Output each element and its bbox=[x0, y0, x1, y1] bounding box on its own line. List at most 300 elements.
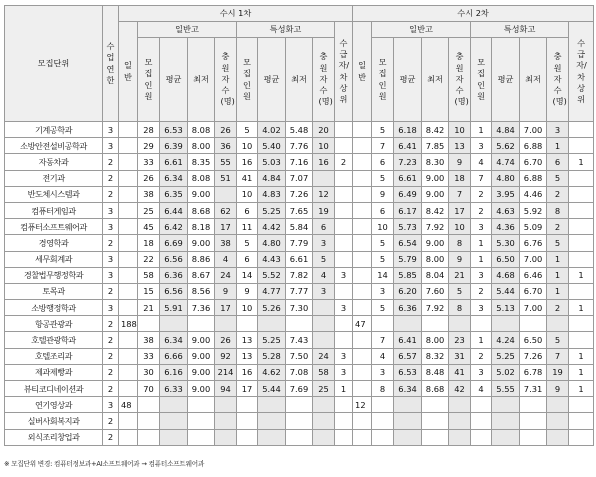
r1-cell bbox=[258, 397, 286, 413]
r2-cell: 5.62 bbox=[492, 138, 520, 154]
r2-cell: 21 bbox=[449, 267, 471, 283]
r1-cell: 14 bbox=[237, 267, 258, 283]
r2-cell bbox=[520, 316, 547, 332]
r2-cell: 5 bbox=[449, 283, 471, 299]
r1-cell: 28 bbox=[138, 122, 160, 138]
r1-cell: 7.30 bbox=[286, 300, 313, 316]
r1-cell: 51 bbox=[215, 170, 237, 186]
r1-cell bbox=[160, 397, 188, 413]
r2-cell: 6.70 bbox=[520, 283, 547, 299]
r2-cell bbox=[520, 413, 547, 429]
footnote: ※ 모집단위 변경: 컴퓨터정보과+AI소프트웨어과 → 컴퓨터소프트웨어과 bbox=[4, 460, 205, 468]
r2-cell: 5.30 bbox=[492, 235, 520, 251]
r1-cell: 6.66 bbox=[160, 348, 188, 364]
r2-cell: 7.60 bbox=[422, 283, 449, 299]
r1-cell: 5.25 bbox=[258, 202, 286, 218]
r1-cell bbox=[119, 364, 138, 380]
r2-cell bbox=[394, 429, 422, 445]
class-years: 3 bbox=[103, 122, 119, 138]
r2-cell bbox=[492, 429, 520, 445]
r1-cell: 25 bbox=[313, 381, 335, 397]
class-years: 2 bbox=[103, 332, 119, 348]
class-years: 2 bbox=[103, 154, 119, 170]
r1-cell bbox=[138, 397, 160, 413]
r2-cell bbox=[422, 397, 449, 413]
r2-cell: 5.85 bbox=[394, 267, 422, 283]
header-r2-s-recruit: 모집인원 bbox=[471, 38, 492, 122]
r2-cell: 6.20 bbox=[394, 283, 422, 299]
r1-cell: 4.80 bbox=[258, 235, 286, 251]
r2-cell: 7.92 bbox=[422, 219, 449, 235]
r2-cell bbox=[569, 429, 594, 445]
r1-cell: 20 bbox=[313, 122, 335, 138]
table-row bbox=[5, 300, 594, 316]
r2-cell: 4 bbox=[372, 348, 394, 364]
r1-cell bbox=[160, 429, 188, 445]
r2-cell: 7 bbox=[471, 170, 492, 186]
r1-cell: 25 bbox=[138, 202, 160, 218]
table-row bbox=[5, 186, 594, 202]
header-r2-s-avg: 평균 bbox=[492, 38, 520, 122]
r1-cell: 17 bbox=[237, 381, 258, 397]
dept-name: 전기과 bbox=[5, 170, 103, 186]
table-body bbox=[5, 122, 594, 446]
dept-name: 소방행정학과 bbox=[5, 300, 103, 316]
r2-cell: 6.88 bbox=[520, 138, 547, 154]
r1-cell: 9.00 bbox=[188, 332, 215, 348]
r1-cell: 3 bbox=[335, 364, 353, 380]
r1-cell: 7.77 bbox=[286, 283, 313, 299]
r1-cell bbox=[119, 186, 138, 202]
r1-cell: 8.08 bbox=[188, 122, 215, 138]
r2-cell: 6.18 bbox=[394, 122, 422, 138]
r1-cell: 6.53 bbox=[160, 122, 188, 138]
r2-cell: 5.25 bbox=[492, 348, 520, 364]
r1-cell: 58 bbox=[138, 267, 160, 283]
r2-cell: 1 bbox=[569, 154, 594, 170]
r2-cell: 6.70 bbox=[520, 154, 547, 170]
r1-cell: 18 bbox=[138, 235, 160, 251]
r2-cell: 2 bbox=[547, 300, 569, 316]
r1-cell bbox=[313, 332, 335, 348]
header-r1-g-min: 최저 bbox=[188, 38, 215, 122]
r1-cell bbox=[119, 429, 138, 445]
r2-cell: 9 bbox=[449, 251, 471, 267]
r2-cell: 5.73 bbox=[394, 219, 422, 235]
r1-cell: 11 bbox=[237, 219, 258, 235]
r1-cell: 24 bbox=[215, 267, 237, 283]
r2-cell bbox=[569, 138, 594, 154]
header-r1-s-fill: 충원자수(명) bbox=[313, 38, 335, 122]
r2-cell: 6.88 bbox=[520, 170, 547, 186]
r1-cell: 26 bbox=[215, 332, 237, 348]
r2-cell: 9 bbox=[372, 186, 394, 202]
r2-cell: 10 bbox=[449, 219, 471, 235]
r1-cell bbox=[119, 154, 138, 170]
r1-cell: 7.36 bbox=[188, 300, 215, 316]
r2-cell bbox=[569, 219, 594, 235]
r2-cell bbox=[449, 316, 471, 332]
r2-cell: 5.55 bbox=[492, 381, 520, 397]
table-row bbox=[5, 219, 594, 235]
class-years: 3 bbox=[103, 300, 119, 316]
table-row bbox=[5, 235, 594, 251]
r1-cell bbox=[138, 413, 160, 429]
class-years: 3 bbox=[103, 267, 119, 283]
r2-cell: 9 bbox=[449, 154, 471, 170]
table-row bbox=[5, 381, 594, 397]
r2-cell: 7.31 bbox=[520, 381, 547, 397]
r1-cell: 9.00 bbox=[188, 348, 215, 364]
r2-cell: 1 bbox=[569, 300, 594, 316]
r1-cell: 12 bbox=[313, 186, 335, 202]
r1-cell: 26 bbox=[138, 170, 160, 186]
r1-cell bbox=[215, 429, 237, 445]
r1-cell bbox=[160, 413, 188, 429]
r1-cell: 6.34 bbox=[160, 332, 188, 348]
header-r2-g-min: 최저 bbox=[422, 38, 449, 122]
r1-cell: 24 bbox=[313, 348, 335, 364]
r2-cell: 23 bbox=[449, 332, 471, 348]
r1-cell: 9 bbox=[237, 283, 258, 299]
r1-cell bbox=[335, 429, 353, 445]
r1-cell: 3 bbox=[335, 300, 353, 316]
r1-cell bbox=[188, 413, 215, 429]
r1-cell bbox=[119, 202, 138, 218]
r1-cell: 8.08 bbox=[188, 170, 215, 186]
dept-name: 호텔관광학과 bbox=[5, 332, 103, 348]
r2-cell bbox=[353, 170, 372, 186]
r1-cell: 9.00 bbox=[188, 381, 215, 397]
r2-cell bbox=[353, 186, 372, 202]
r2-cell: 2 bbox=[471, 202, 492, 218]
table-header bbox=[5, 6, 594, 122]
r2-cell: 5 bbox=[547, 170, 569, 186]
table-row bbox=[5, 283, 594, 299]
r2-cell bbox=[372, 397, 394, 413]
r1-cell: 7.69 bbox=[286, 381, 313, 397]
dept-name: 반도체시스템과 bbox=[5, 186, 103, 202]
r2-cell: 1 bbox=[471, 122, 492, 138]
r2-cell: 4 bbox=[471, 381, 492, 397]
r2-cell bbox=[569, 397, 594, 413]
r1-cell: 4.02 bbox=[258, 122, 286, 138]
r1-cell bbox=[215, 316, 237, 332]
r2-cell: 31 bbox=[449, 348, 471, 364]
r1-cell: 7.50 bbox=[286, 348, 313, 364]
r1-cell bbox=[237, 397, 258, 413]
r1-cell: 5.84 bbox=[286, 219, 313, 235]
r1-cell bbox=[258, 316, 286, 332]
r2-cell: 5 bbox=[372, 122, 394, 138]
r1-cell bbox=[335, 202, 353, 218]
r1-cell: 10 bbox=[237, 300, 258, 316]
r2-cell: 8.04 bbox=[422, 267, 449, 283]
r1-cell bbox=[160, 316, 188, 332]
r2-cell: 47 bbox=[353, 316, 372, 332]
r1-cell: 6 bbox=[313, 219, 335, 235]
r1-cell bbox=[335, 186, 353, 202]
r2-cell: 7.23 bbox=[394, 154, 422, 170]
r2-cell: 5.92 bbox=[520, 202, 547, 218]
r2-cell bbox=[471, 397, 492, 413]
r2-cell bbox=[569, 413, 594, 429]
r2-cell bbox=[353, 154, 372, 170]
dept-name: 컴퓨터소프트웨어과 bbox=[5, 219, 103, 235]
r2-cell: 1 bbox=[569, 381, 594, 397]
admission-results-table bbox=[4, 5, 594, 446]
r1-cell: 6.42 bbox=[160, 219, 188, 235]
r1-cell: 10 bbox=[313, 138, 335, 154]
header-round2: 수시 2차 bbox=[353, 6, 594, 22]
r1-cell: 6.69 bbox=[160, 235, 188, 251]
r2-cell bbox=[471, 316, 492, 332]
r1-cell: 7.16 bbox=[286, 154, 313, 170]
r2-cell: 7 bbox=[547, 348, 569, 364]
r1-cell: 16 bbox=[237, 154, 258, 170]
r2-cell: 5.09 bbox=[520, 219, 547, 235]
class-years: 2 bbox=[103, 316, 119, 332]
r1-cell bbox=[138, 316, 160, 332]
r1-cell: 7.07 bbox=[286, 170, 313, 186]
r2-cell bbox=[394, 413, 422, 429]
r1-cell: 62 bbox=[215, 202, 237, 218]
r1-cell: 4.84 bbox=[258, 170, 286, 186]
r2-cell bbox=[569, 170, 594, 186]
r1-cell: 38 bbox=[138, 186, 160, 202]
r1-cell: 92 bbox=[215, 348, 237, 364]
r2-cell bbox=[353, 219, 372, 235]
r1-cell: 5.03 bbox=[258, 154, 286, 170]
r2-cell: 4.63 bbox=[492, 202, 520, 218]
r1-cell bbox=[215, 397, 237, 413]
r1-cell: 9.00 bbox=[188, 186, 215, 202]
r2-cell: 1 bbox=[569, 364, 594, 380]
r1-cell: 55 bbox=[215, 154, 237, 170]
r2-cell bbox=[394, 316, 422, 332]
r1-cell: 6.56 bbox=[160, 283, 188, 299]
table-row bbox=[5, 332, 594, 348]
r2-cell: 7 bbox=[449, 186, 471, 202]
r1-cell: 13 bbox=[237, 332, 258, 348]
dept-name: 외식조리창업과 bbox=[5, 429, 103, 445]
r1-cell bbox=[119, 381, 138, 397]
r2-cell bbox=[372, 413, 394, 429]
header-round1: 수시 1차 bbox=[119, 6, 353, 22]
r1-cell: 7.43 bbox=[286, 332, 313, 348]
r2-cell: 8 bbox=[372, 381, 394, 397]
header-r2-general-short: 일반 bbox=[353, 22, 372, 122]
r2-cell: 8 bbox=[449, 235, 471, 251]
table-row bbox=[5, 364, 594, 380]
r2-cell: 5.44 bbox=[492, 283, 520, 299]
r1-cell: 6.44 bbox=[160, 202, 188, 218]
r1-cell bbox=[286, 397, 313, 413]
r1-cell bbox=[119, 219, 138, 235]
dept-name: 토목과 bbox=[5, 283, 103, 299]
table-row bbox=[5, 429, 594, 445]
r2-cell: 3 bbox=[471, 300, 492, 316]
r2-cell: 1 bbox=[471, 332, 492, 348]
r1-cell: 3 bbox=[335, 348, 353, 364]
r2-cell: 19 bbox=[547, 364, 569, 380]
header-r1-general-short: 일반 bbox=[119, 22, 138, 122]
r1-cell: 6.33 bbox=[160, 381, 188, 397]
dept-name: 뷰티코디네이션과 bbox=[5, 381, 103, 397]
r2-cell bbox=[394, 397, 422, 413]
r1-cell bbox=[313, 170, 335, 186]
r2-cell bbox=[569, 202, 594, 218]
r2-cell: 2 bbox=[471, 348, 492, 364]
r2-cell bbox=[569, 316, 594, 332]
r1-cell bbox=[313, 397, 335, 413]
r2-cell: 7.00 bbox=[520, 300, 547, 316]
r1-cell: 6 bbox=[237, 202, 258, 218]
r2-cell: 4.80 bbox=[492, 170, 520, 186]
r2-cell bbox=[353, 267, 372, 283]
r2-cell: 6.54 bbox=[394, 235, 422, 251]
r1-cell: 15 bbox=[138, 283, 160, 299]
r1-cell bbox=[313, 300, 335, 316]
class-years: 2 bbox=[103, 429, 119, 445]
r2-cell bbox=[353, 429, 372, 445]
r1-cell: 58 bbox=[313, 364, 335, 380]
r2-cell: 6.46 bbox=[520, 267, 547, 283]
r2-cell bbox=[353, 122, 372, 138]
r2-cell: 5 bbox=[372, 235, 394, 251]
dept-name: 경찰법무행정학과 bbox=[5, 267, 103, 283]
r2-cell: 1 bbox=[471, 251, 492, 267]
r2-cell: 3.95 bbox=[492, 186, 520, 202]
r2-cell: 3 bbox=[372, 364, 394, 380]
r2-cell bbox=[547, 429, 569, 445]
header-r1-demand: 수급자/차상위 bbox=[335, 22, 353, 122]
table-row bbox=[5, 316, 594, 332]
r1-cell: 22 bbox=[138, 251, 160, 267]
r1-cell: 8.86 bbox=[188, 251, 215, 267]
r2-cell: 6.49 bbox=[394, 186, 422, 202]
r2-cell: 8 bbox=[547, 202, 569, 218]
r1-cell: 8.68 bbox=[188, 202, 215, 218]
r2-cell: 6.57 bbox=[394, 348, 422, 364]
r2-cell: 10 bbox=[372, 219, 394, 235]
class-years: 3 bbox=[103, 219, 119, 235]
r2-cell bbox=[569, 283, 594, 299]
r2-cell: 5 bbox=[372, 170, 394, 186]
header-r2-demand: 수급자/차상위 bbox=[569, 22, 594, 122]
r2-cell: 1 bbox=[547, 138, 569, 154]
header-r1-special: 특성화고 bbox=[237, 22, 335, 38]
r2-cell: 1 bbox=[547, 267, 569, 283]
r2-cell bbox=[547, 397, 569, 413]
class-years: 3 bbox=[103, 251, 119, 267]
r2-cell: 5 bbox=[372, 300, 394, 316]
r2-cell bbox=[372, 316, 394, 332]
r1-cell bbox=[119, 300, 138, 316]
r1-cell: 8.35 bbox=[188, 154, 215, 170]
r1-cell bbox=[119, 251, 138, 267]
r1-cell: 30 bbox=[138, 364, 160, 380]
r1-cell: 5.28 bbox=[258, 348, 286, 364]
r2-cell: 4.68 bbox=[492, 267, 520, 283]
r2-cell bbox=[353, 364, 372, 380]
r2-cell: 6.50 bbox=[520, 332, 547, 348]
r1-cell bbox=[313, 316, 335, 332]
table-row bbox=[5, 251, 594, 267]
r1-cell: 188 bbox=[119, 316, 138, 332]
header-r1-g-recruit: 모집인원 bbox=[138, 38, 160, 122]
r1-cell: 5.52 bbox=[258, 267, 286, 283]
r1-cell: 38 bbox=[138, 332, 160, 348]
r2-cell: 8.32 bbox=[422, 348, 449, 364]
header-r2-special: 특성화고 bbox=[471, 22, 569, 38]
r1-cell bbox=[119, 138, 138, 154]
r2-cell: 4 bbox=[471, 154, 492, 170]
r1-cell: 26 bbox=[215, 122, 237, 138]
r2-cell: 1 bbox=[547, 283, 569, 299]
r1-cell bbox=[119, 413, 138, 429]
r2-cell: 4.36 bbox=[492, 219, 520, 235]
r1-cell: 94 bbox=[215, 381, 237, 397]
r2-cell bbox=[353, 251, 372, 267]
class-years: 3 bbox=[103, 397, 119, 413]
header-r1-general: 일반고 bbox=[138, 22, 237, 38]
dept-name: 항공관광과 bbox=[5, 316, 103, 332]
r2-cell: 1 bbox=[569, 348, 594, 364]
class-years: 2 bbox=[103, 413, 119, 429]
r2-cell bbox=[569, 122, 594, 138]
r2-cell: 9 bbox=[547, 381, 569, 397]
r1-cell bbox=[188, 316, 215, 332]
r1-cell: 21 bbox=[138, 300, 160, 316]
r1-cell: 3 bbox=[313, 235, 335, 251]
r2-cell: 7.00 bbox=[520, 251, 547, 267]
r1-cell: 4.77 bbox=[258, 283, 286, 299]
r2-cell: 8.30 bbox=[422, 154, 449, 170]
r1-cell: 5.40 bbox=[258, 138, 286, 154]
header-unit: 모집단위 bbox=[5, 6, 103, 122]
r2-cell: 7.92 bbox=[422, 300, 449, 316]
r2-cell bbox=[569, 235, 594, 251]
r2-cell: 12 bbox=[353, 397, 372, 413]
r2-cell: 6.41 bbox=[394, 138, 422, 154]
r1-cell: 9 bbox=[215, 283, 237, 299]
r2-cell bbox=[372, 429, 394, 445]
r1-cell: 4.43 bbox=[258, 251, 286, 267]
class-years: 2 bbox=[103, 186, 119, 202]
header-r2-g-recruit: 모집인원 bbox=[372, 38, 394, 122]
r2-cell bbox=[422, 413, 449, 429]
table-row bbox=[5, 170, 594, 186]
dept-name: 제과제빵과 bbox=[5, 364, 103, 380]
r1-cell bbox=[138, 429, 160, 445]
r1-cell bbox=[119, 170, 138, 186]
r1-cell: 5.48 bbox=[286, 122, 313, 138]
r2-cell: 7 bbox=[372, 332, 394, 348]
r1-cell bbox=[188, 397, 215, 413]
r1-cell bbox=[335, 332, 353, 348]
r2-cell: 5.13 bbox=[492, 300, 520, 316]
r2-cell bbox=[520, 429, 547, 445]
r1-cell bbox=[335, 251, 353, 267]
r1-cell bbox=[335, 138, 353, 154]
r2-cell bbox=[492, 413, 520, 429]
header-r1-g-avg: 평균 bbox=[160, 38, 188, 122]
r1-cell: 29 bbox=[138, 138, 160, 154]
r2-cell: 8.42 bbox=[422, 202, 449, 218]
r2-cell: 5.02 bbox=[492, 364, 520, 380]
r1-cell: 4 bbox=[313, 267, 335, 283]
